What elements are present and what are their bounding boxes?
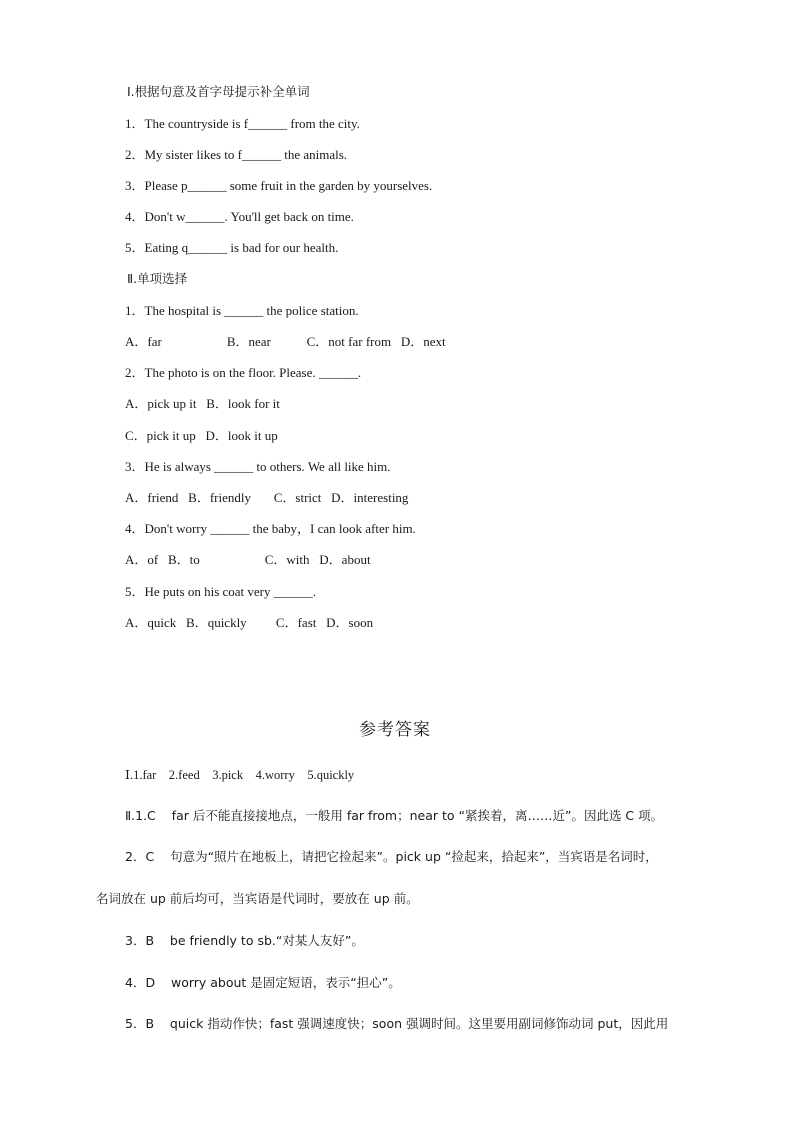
mc-question-4: 4．Don't worry ______ the baby，I can look after him. — [125, 521, 416, 536]
answer-mc-3: 3．B be friendly to sb.“对某人友好”。 — [125, 933, 364, 948]
fill-item-3: 3．Please p______ some fruit in the garden by yourselves. — [125, 178, 433, 193]
fill-item-2: 2．My sister likes to f______ the animals. — [125, 147, 348, 162]
answer-mc-5: 5．B quick 指动作快；fast 强调速度快；soon 强调时间。这里要用副词修饰动词 put，因此用 — [125, 1016, 669, 1031]
section1-header: Ⅰ.根据句意及首字母提示补全单词 — [127, 84, 310, 99]
mc-options-5: A．quick B．quickly C．fast D．soon — [125, 615, 374, 630]
mc-options-2a: A．pick up it B．look for it — [125, 396, 280, 411]
answer-section1: Ⅰ.1.far 2.feed 3.pick 4.worry 5.quickly — [125, 768, 355, 782]
mc-options-3: A．friend B．friendly C．strict D．interesting — [125, 490, 409, 505]
fill-item-1: 1．The countryside is f______ from the city. — [125, 116, 360, 131]
mc-question-3: 3．He is always ______ to others. We all like him. — [125, 459, 391, 474]
mc-options-4: A．of B．to C．with D．about — [125, 552, 371, 567]
answer-mc-2-cont: 名词放在 up 前后均可，当宾语是代词时，要放在 up 前。 — [96, 891, 419, 906]
fill-item-4: 4．Don't w______. You'll get back on time. — [125, 209, 354, 224]
section2-header: Ⅱ.单项选择 — [127, 271, 188, 286]
mc-options-1: A．far B．near C．not far from D．next — [125, 334, 446, 349]
answers-title: 参考答案 — [359, 720, 431, 740]
answer-mc-1: Ⅱ.1.C far 后不能直接接地点，一般用 far from；near to “紧挨着，离……近”。因此选 C 项。 — [125, 808, 664, 823]
mc-options-2b: C．pick it up D．look it up — [125, 428, 278, 443]
mc-question-1: 1．The hospital is ______ the police station. — [125, 303, 359, 318]
mc-question-5: 5．He puts on his coat very ______. — [125, 584, 317, 599]
answer-mc-4: 4．D worry about 是固定短语，表示“担心”。 — [125, 975, 401, 990]
mc-question-2: 2．The photo is on the floor. Please. ______. — [125, 365, 362, 380]
answer-mc-2: 2．C 句意为“照片在地板上，请把它捡起来”。pick up “捡起来，拾起来”，当宾语是名词时， — [125, 849, 658, 864]
fill-item-5: 5．Eating q______ is bad for our health. — [125, 240, 339, 255]
